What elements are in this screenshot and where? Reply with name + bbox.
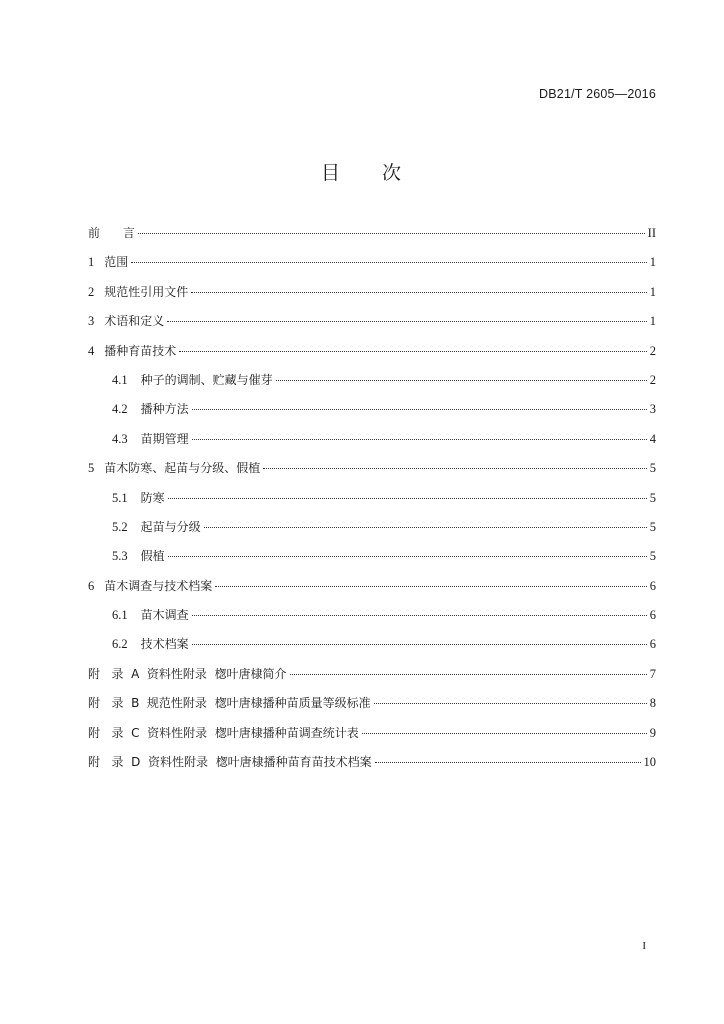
toc-entry-page: 3 bbox=[649, 402, 656, 417]
toc-entry-page: 9 bbox=[649, 725, 656, 740]
toc-entry[interactable] bbox=[88, 459, 656, 488]
toc-entry[interactable] bbox=[88, 694, 656, 723]
toc-entry-page: 10 bbox=[643, 755, 656, 770]
toc-leader-dots bbox=[168, 498, 647, 499]
toc-entry-label: 防寒 bbox=[140, 490, 165, 505]
page-number: I bbox=[642, 940, 646, 952]
toc-entry-label: 苗木防寒、起苗与分级、假植 bbox=[104, 461, 261, 476]
toc-entry[interactable] bbox=[88, 606, 656, 635]
toc-entry-label: 附 录 A 资料性附录 楤叶唐棣简介 bbox=[88, 666, 287, 681]
standard-code: DB21/T 2605—2016 bbox=[539, 87, 656, 101]
toc-entry[interactable] bbox=[88, 224, 656, 253]
toc-leader-dots bbox=[192, 409, 647, 410]
toc-entry[interactable] bbox=[88, 518, 656, 547]
toc-entry-number: 3 bbox=[88, 314, 95, 329]
toc-entry-page: 5 bbox=[649, 490, 656, 505]
toc-entry-label: 苗木调查与技术档案 bbox=[104, 578, 213, 593]
title-char-1: 目 bbox=[320, 162, 342, 184]
toc-entry-label: 苗期管理 bbox=[140, 431, 189, 446]
toc-entry[interactable] bbox=[88, 547, 656, 576]
toc-entry-number: 4 bbox=[88, 343, 95, 358]
toc-entry-label: 术语和定义 bbox=[104, 314, 165, 329]
table-of-contents bbox=[88, 224, 656, 782]
toc-leader-dots bbox=[192, 439, 647, 440]
toc-leader-dots bbox=[290, 674, 647, 675]
toc-entry[interactable] bbox=[88, 430, 656, 459]
toc-leader-dots bbox=[192, 615, 647, 616]
toc-entry-number: 2 bbox=[88, 284, 95, 299]
toc-entry-page: 2 bbox=[649, 372, 656, 387]
toc-leader-dots bbox=[215, 586, 646, 587]
toc-leader-dots bbox=[168, 556, 647, 557]
toc-entry-label: 苗木调查 bbox=[140, 608, 189, 623]
toc-entry[interactable] bbox=[88, 342, 656, 371]
toc-leader-dots bbox=[204, 527, 647, 528]
toc-entry-number: 4.2 bbox=[112, 402, 128, 417]
toc-leader-dots bbox=[167, 321, 646, 322]
toc-entry-number: 6.2 bbox=[112, 637, 128, 652]
toc-entry-number: 6.1 bbox=[112, 608, 128, 623]
toc-entry-number: 5.3 bbox=[112, 549, 128, 564]
toc-leader-dots bbox=[374, 703, 647, 704]
toc-entry[interactable] bbox=[88, 312, 656, 341]
toc-entry-label: 附 录 D 资料性附录 楤叶唐棣播种苗育苗技术档案 bbox=[88, 755, 372, 770]
toc-entry-page: 1 bbox=[649, 255, 656, 270]
toc-entry-label: 附 录 C 资料性附录 楤叶唐棣播种苗调查统计表 bbox=[88, 725, 359, 740]
toc-entry[interactable] bbox=[88, 724, 656, 753]
toc-entry[interactable] bbox=[88, 489, 656, 518]
toc-entry-label: 起苗与分级 bbox=[140, 519, 201, 534]
toc-entry-label: 种子的调制、贮藏与催芽 bbox=[140, 372, 273, 387]
toc-entry-number: 4.1 bbox=[112, 372, 128, 387]
toc-entry-label: 技术档案 bbox=[140, 637, 189, 652]
toc-entry[interactable] bbox=[88, 253, 656, 282]
toc-entry-page: 7 bbox=[649, 666, 656, 681]
toc-entry-number: 5.2 bbox=[112, 519, 128, 534]
toc-entry-number: 5 bbox=[88, 461, 95, 476]
toc-entry-number: 6 bbox=[88, 578, 95, 593]
title-char-2: 次 bbox=[382, 162, 404, 184]
toc-entry-label: 规范性引用文件 bbox=[104, 284, 189, 299]
toc-entry-number: 4.3 bbox=[112, 431, 128, 446]
toc-leader-dots bbox=[131, 262, 646, 263]
toc-entry-page: 6 bbox=[649, 608, 656, 623]
toc-entry-page: 8 bbox=[649, 696, 656, 711]
toc-leader-dots bbox=[191, 292, 646, 293]
toc-entry-page: 5 bbox=[649, 461, 656, 476]
toc-leader-dots bbox=[263, 468, 646, 469]
toc-entry-number: 5.1 bbox=[112, 490, 128, 505]
toc-entry-page: 6 bbox=[649, 578, 656, 593]
toc-entry-page: 2 bbox=[649, 343, 656, 358]
toc-entry-label: 播种方法 bbox=[140, 402, 189, 417]
toc-entry-page: II bbox=[647, 226, 656, 240]
toc-entry-page: 4 bbox=[649, 431, 656, 446]
toc-entry[interactable] bbox=[88, 753, 656, 782]
toc-entry[interactable] bbox=[88, 665, 656, 694]
toc-leader-dots bbox=[276, 380, 647, 381]
toc-entry-label: 假植 bbox=[140, 549, 165, 564]
toc-entry-label: 范围 bbox=[104, 255, 129, 270]
page-title bbox=[0, 158, 724, 185]
toc-entry-number: 1 bbox=[88, 255, 95, 270]
toc-entry-label: 附 录 B 规范性附录 楤叶唐棣播种苗质量等级标准 bbox=[88, 696, 371, 711]
toc-leader-dots bbox=[138, 233, 645, 234]
toc-entry-page: 5 bbox=[649, 519, 656, 534]
toc-entry[interactable] bbox=[88, 577, 656, 606]
toc-leader-dots bbox=[375, 762, 641, 763]
toc-entry-label: 前 言 bbox=[88, 226, 135, 240]
toc-entry-page: 6 bbox=[649, 637, 656, 652]
toc-entry[interactable] bbox=[88, 635, 656, 664]
toc-entry[interactable] bbox=[88, 371, 656, 400]
toc-leader-dots bbox=[362, 733, 647, 734]
toc-entry-page: 1 bbox=[649, 284, 656, 299]
toc-leader-dots bbox=[192, 644, 647, 645]
toc-entry-page: 1 bbox=[649, 314, 656, 329]
toc-entry[interactable] bbox=[88, 283, 656, 312]
toc-leader-dots bbox=[179, 351, 646, 352]
toc-entry-label: 播种育苗技术 bbox=[104, 343, 177, 358]
toc-entry-page: 5 bbox=[649, 549, 656, 564]
toc-entry[interactable] bbox=[88, 400, 656, 429]
